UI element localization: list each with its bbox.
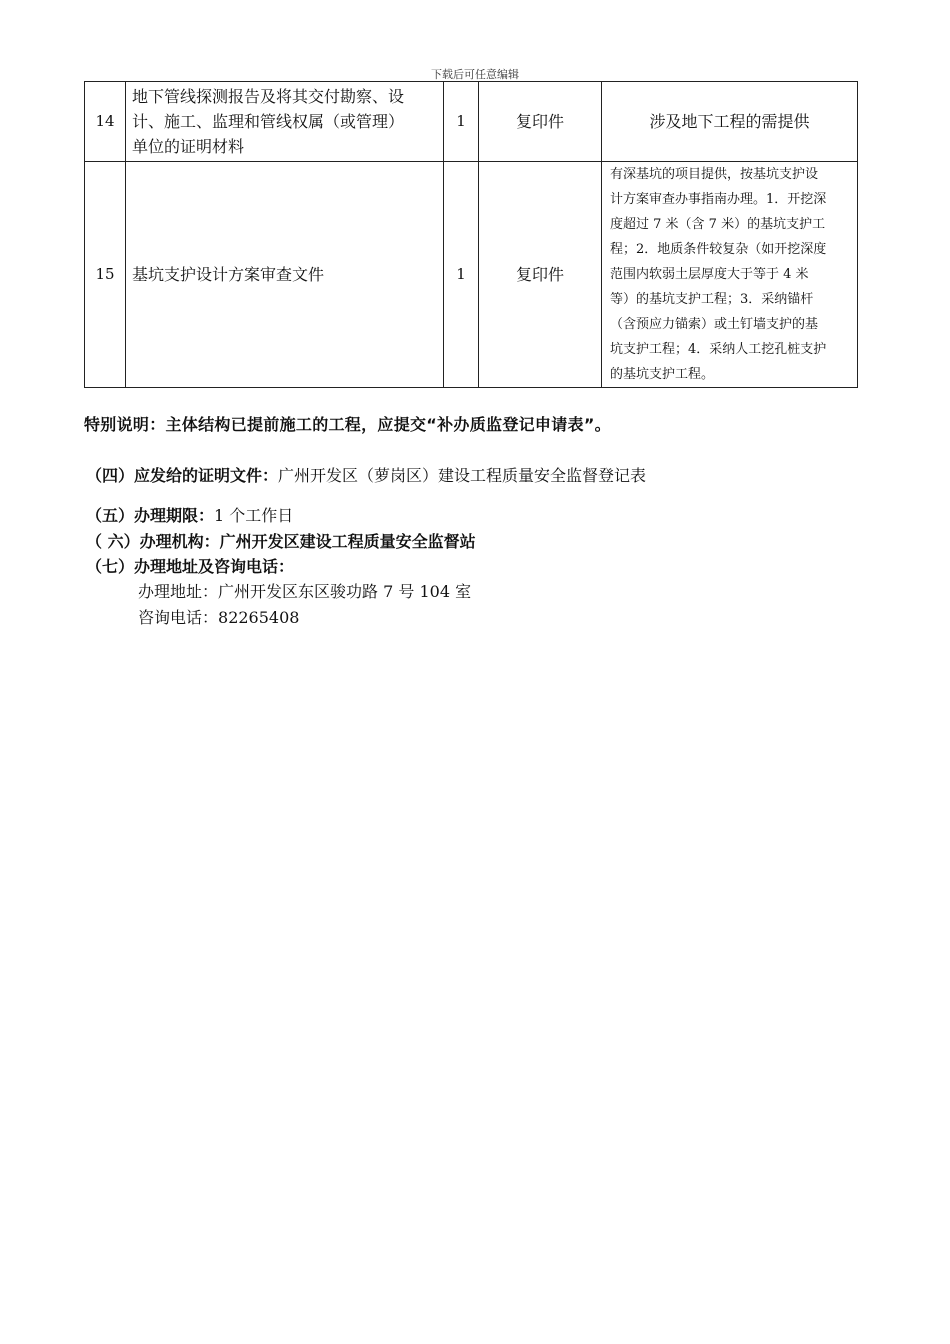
- special-note: 特别说明：主体结构已提前施工的工程，应提交“补办质监登记申请表”。: [84, 415, 611, 434]
- remark-line: 等）的基坑支护工程；3．采纳锚杆: [610, 292, 814, 307]
- section-value: 1 个工作日: [214, 506, 294, 525]
- remark: 涉及地下工程的需提供: [602, 82, 858, 162]
- header-note: 下载后可任意编辑: [431, 68, 519, 81]
- copy-count: 1: [444, 162, 479, 388]
- remark-line: 度超过 7 米（含 7 米）的基坑支护工: [610, 217, 826, 232]
- material-name-line: 地下管线探测报告及将其交付勘察、设: [132, 87, 405, 106]
- section-time-limit: [86, 503, 293, 526]
- section-contact: [86, 554, 294, 577]
- material-name-line: 计、施工、监理和管线权属（或管理）: [132, 112, 405, 131]
- document-form: 复印件: [479, 82, 602, 162]
- material-name: [126, 82, 444, 162]
- address-value: 广州开发区东区骏功路 7 号 104 室: [218, 582, 472, 601]
- section-label: （五）办理期限：: [86, 506, 215, 525]
- remark: [602, 162, 858, 388]
- section-label: （七）办理地址及咨询电话：: [86, 557, 295, 576]
- remark-line: 计方案审查办事指南办理。1．开挖深: [610, 192, 827, 207]
- phone-label: 咨询电话：: [138, 608, 219, 627]
- address-label: 办理地址：: [138, 582, 219, 601]
- remark-line: （含预应力锚索）或土钉墙支护的基: [610, 317, 819, 332]
- remark-line: 的基坑支护工程。: [610, 367, 715, 382]
- document-form: 复印件: [479, 162, 602, 388]
- table-row: [85, 82, 858, 162]
- section-agency: [86, 529, 476, 552]
- remark-line: 坑支护工程；4．采纳人工挖孔桩支护: [610, 342, 827, 357]
- section-certificate: [86, 463, 646, 486]
- remark-line: 程；2．地质条件较复杂（如开挖深度: [610, 242, 827, 257]
- section-value: 广州开发区建设工程质量安全监督站: [219, 532, 476, 551]
- remark-line: 范围内软弱土层厚度大于等于 4 米: [610, 267, 809, 282]
- requirements-table: [84, 81, 858, 388]
- copy-count: 1: [444, 82, 479, 162]
- material-name-line: 单位的证明材料: [132, 137, 245, 156]
- section-label: （ 六）办理机构：: [86, 532, 220, 551]
- row-number: 14: [85, 82, 126, 162]
- material-name: 基坑支护设计方案审查文件: [126, 162, 444, 388]
- phone-line: [138, 605, 299, 628]
- table-row: [85, 162, 858, 388]
- address-line: [138, 579, 471, 602]
- section-value: 广州开发区（萝岗区）建设工程质量安全监督登记表: [278, 466, 647, 485]
- phone-value: 82265408: [218, 608, 300, 627]
- row-number: 15: [85, 162, 126, 388]
- section-label: （四）应发给的证明文件：: [86, 466, 279, 485]
- remark-line: 有深基坑的项目提供，按基坑支护设: [610, 167, 819, 182]
